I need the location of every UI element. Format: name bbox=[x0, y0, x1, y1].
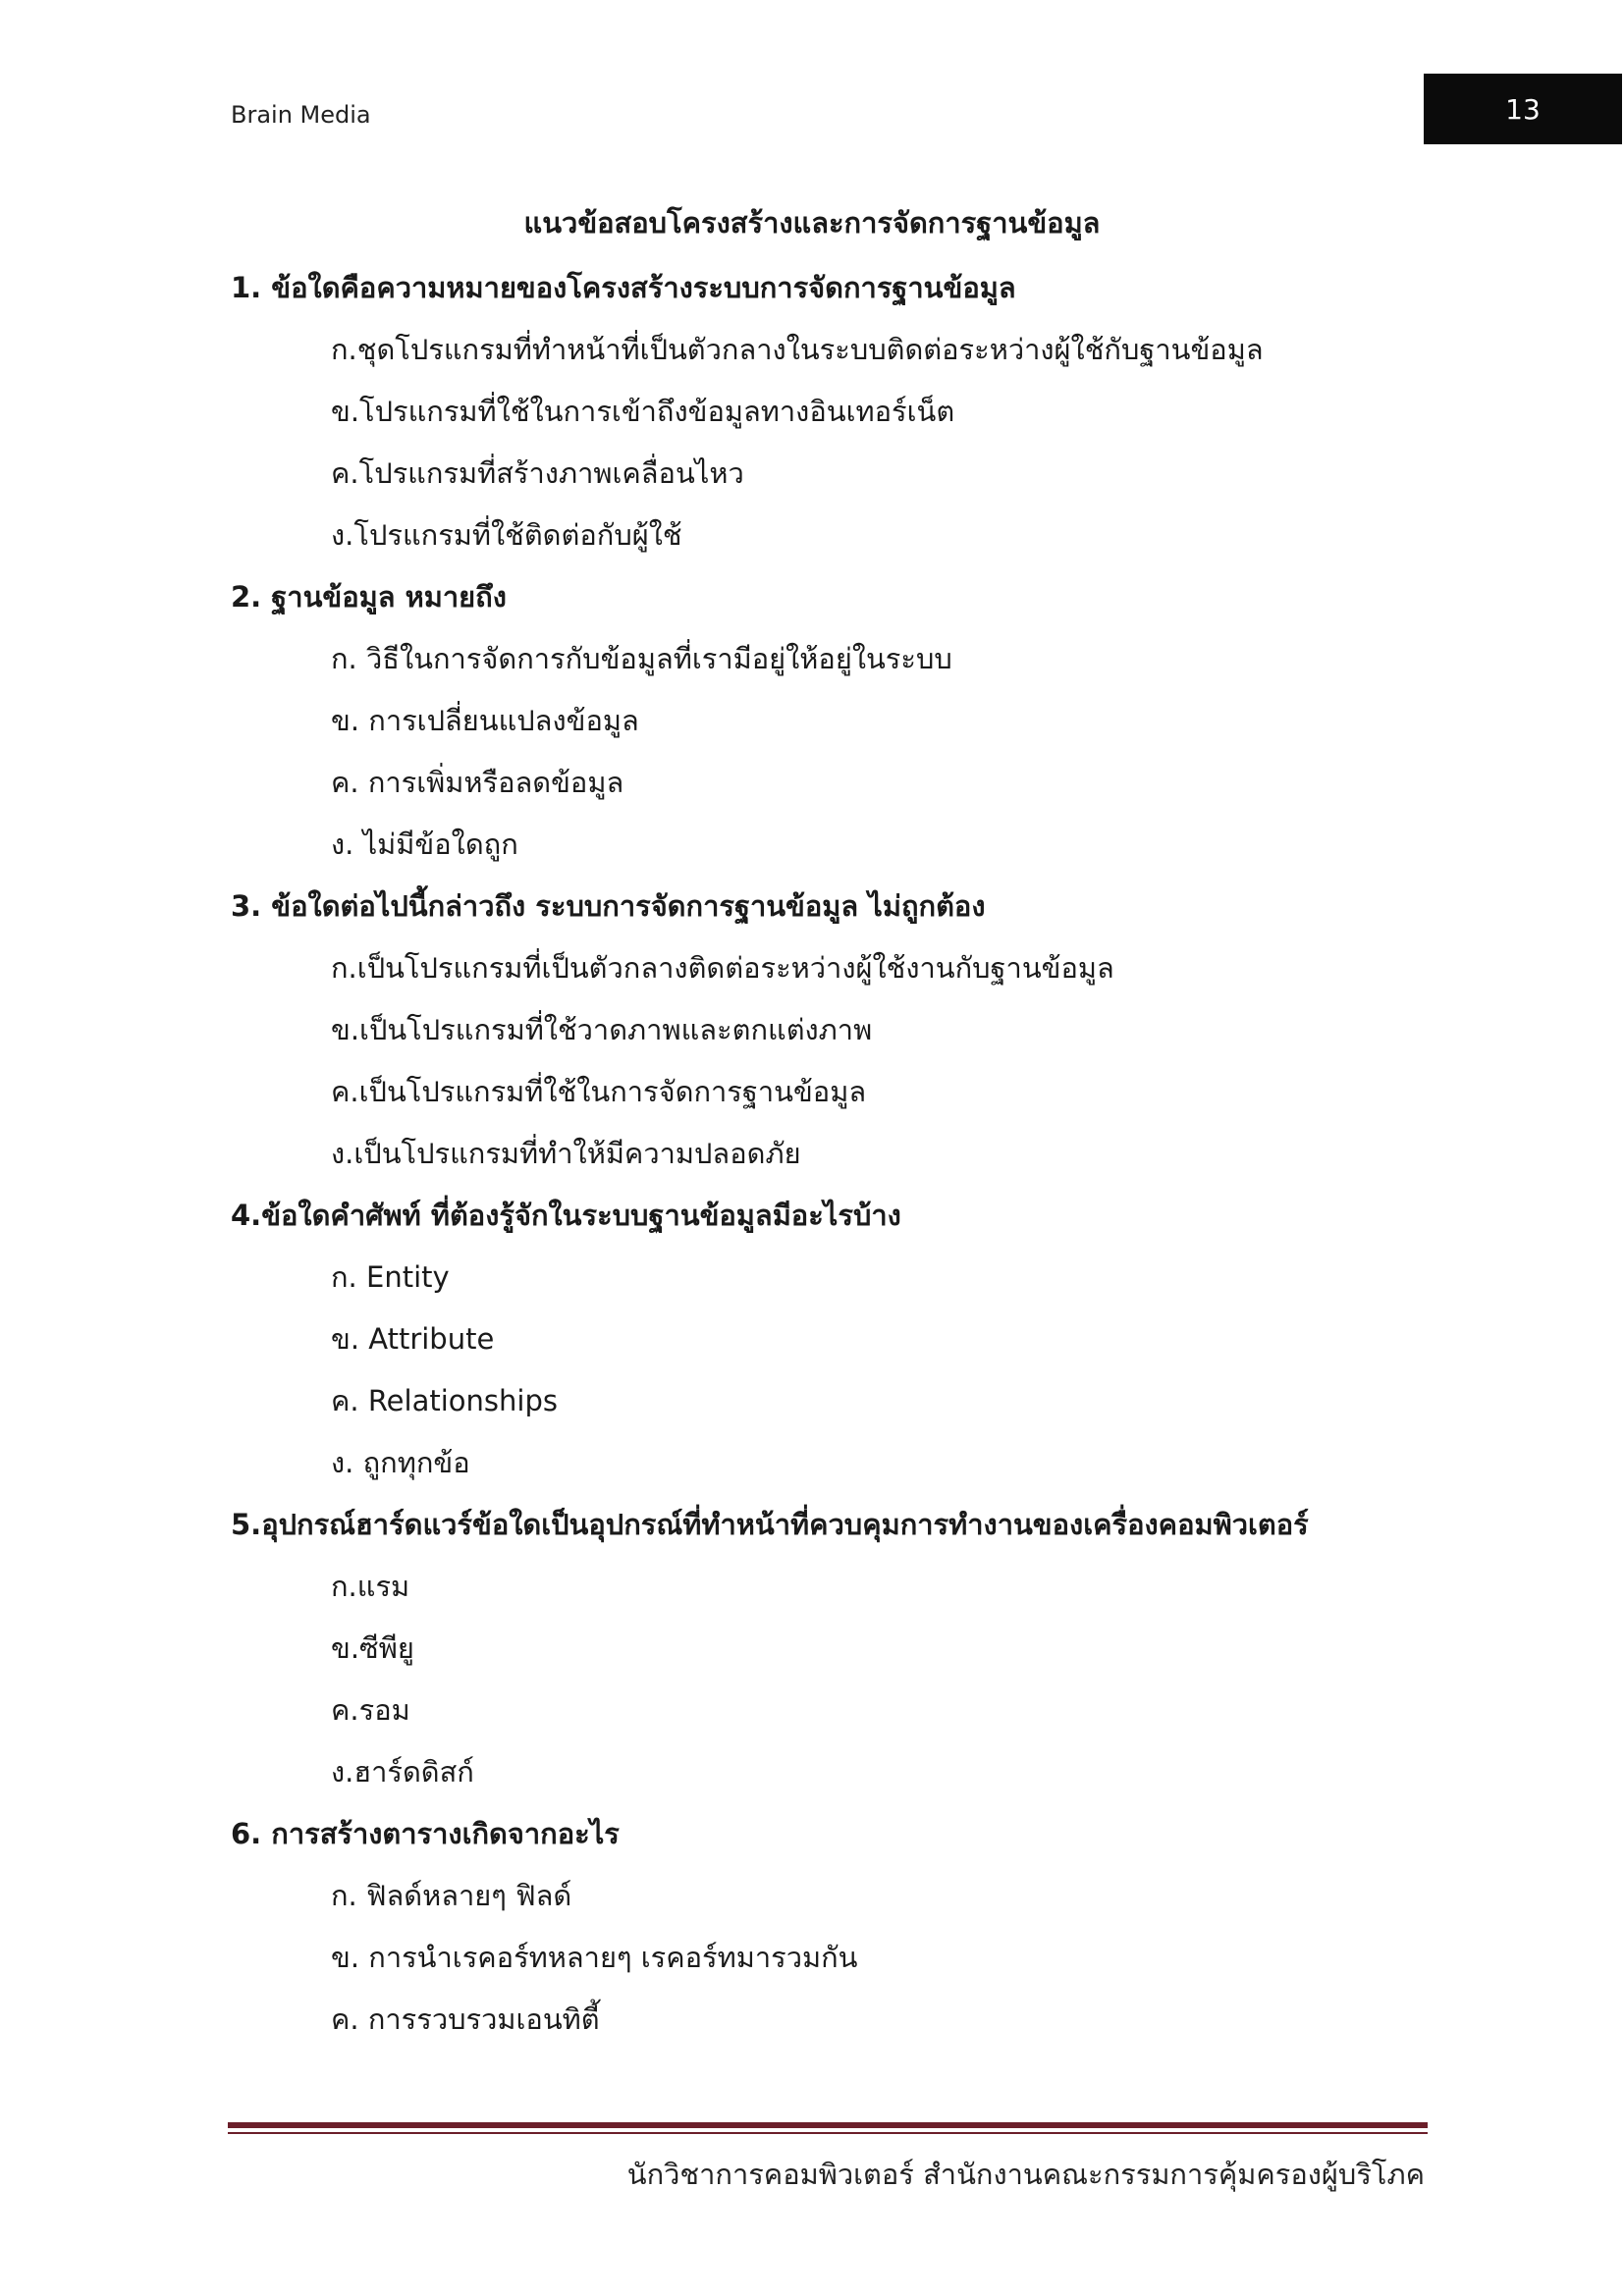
question-1-option-d: ง.โปรแกรมที่ใช้ติดต่อกับผู้ใช้ bbox=[331, 518, 682, 552]
question-4-option-b: ข. Attribute bbox=[331, 1322, 495, 1356]
question-1: 1. ข้อใดคือความหมายของโครงสร้างระบบการจัดการฐานข้อมูล bbox=[231, 271, 1016, 304]
question-5-option-c: ค.รอม bbox=[331, 1693, 410, 1727]
question-3-option-d: ง.เป็นโปรแกรมที่ทำให้มีความปลอดภัย bbox=[331, 1137, 801, 1170]
question-5-option-b: ข.ซีพียู bbox=[331, 1631, 414, 1665]
question-list bbox=[231, 257, 1409, 2051]
question-2-option-d: ง. ไม่มีข้อใดถูก bbox=[331, 828, 518, 861]
question-2-option-b: ข. การเปลี่ยนแปลงข้อมูล bbox=[331, 704, 639, 737]
question-6-option-b: ข. การนำเรคอร์ทหลายๆ เรคอร์ทมารวมกัน bbox=[331, 1941, 858, 1974]
question-2-option-c: ค. การเพิ่มหรือลดข้อมูล bbox=[331, 766, 624, 799]
question-3-option-c: ค.เป็นโปรแกรมที่ใช้ในการจัดการฐานข้อมูล bbox=[331, 1075, 867, 1108]
page-number: 13 bbox=[1505, 92, 1541, 126]
footer-divider-thick bbox=[228, 2122, 1428, 2128]
question-3-option-a: ก.เป็นโปรแกรมที่เป็นตัวกลางติดต่อระหว่างผู้ใช้งานกับฐานข้อมูล bbox=[331, 951, 1114, 985]
question-1-option-b: ข.โปรแกรมที่ใช้ในการเข้าถึงข้อมูลทางอินเทอร์เน็ต bbox=[331, 395, 955, 428]
footer-divider-thin bbox=[228, 2132, 1428, 2134]
question-2-option-a: ก. วิธีในการจัดการกับข้อมูลที่เรามีอยู่ให้อยู่ในระบบ bbox=[331, 642, 952, 675]
page-number-box bbox=[1424, 74, 1622, 144]
question-6-option-a: ก. ฟิลด์หลายๆ ฟิลด์ bbox=[331, 1879, 572, 1912]
question-4-option-d: ง. ถูกทุกข้อ bbox=[331, 1446, 470, 1479]
question-3: 3. ข้อใดต่อไปนี้กล่าวถึง ระบบการจัดการฐานข้อมูล ไม่ถูกต้อง bbox=[231, 889, 986, 923]
question-6-option-c: ค. การรวบรวมเอนทิตี้ bbox=[331, 2002, 600, 2036]
question-2: 2. ฐานข้อมูล หมายถึง bbox=[231, 580, 507, 614]
question-5: 5.อุปกรณ์ฮาร์ดแวร์ข้อใดเป็นอุปกรณ์ที่ทำหน้าที่ควบคุมการทำงานของเครื่องคอมพิวเตอร์ bbox=[231, 1508, 1309, 1541]
question-5-option-a: ก.แรม bbox=[331, 1570, 410, 1603]
question-1-option-a: ก.ชุดโปรแกรมที่ทำหน้าที่เป็นตัวกลางในระบบติดต่อระหว่างผู้ใช้กับฐานข้อมูล bbox=[331, 333, 1264, 366]
header-brand: Brain Media bbox=[231, 101, 371, 129]
question-4-option-a: ก. Entity bbox=[331, 1260, 450, 1294]
document-title: แนวข้อสอบโครงสร้างและการจัดการฐานข้อมูล bbox=[523, 206, 1101, 240]
question-1-option-c: ค.โปรแกรมที่สร้างภาพเคลื่อนไหว bbox=[331, 456, 744, 490]
question-4-option-c: ค. Relationships bbox=[331, 1384, 558, 1417]
question-4: 4.ข้อใดคำศัพท์ ที่ต้องรู้จักในระบบฐานข้อมูลมีอะไรบ้าง bbox=[231, 1199, 901, 1232]
question-3-option-b: ข.เป็นโปรแกรมที่ใช้วาดภาพและตกแต่งภาพ bbox=[331, 1013, 873, 1046]
footer-text: นักวิชาการคอมพิวเตอร์ สำนักงานคณะกรรมการคุ้มครองผู้บริโภค bbox=[626, 2158, 1425, 2191]
question-6: 6. การสร้างตารางเกิดจากอะไร bbox=[231, 1817, 620, 1850]
question-5-option-d: ง.ฮาร์ดดิสก์ bbox=[331, 1755, 474, 1789]
